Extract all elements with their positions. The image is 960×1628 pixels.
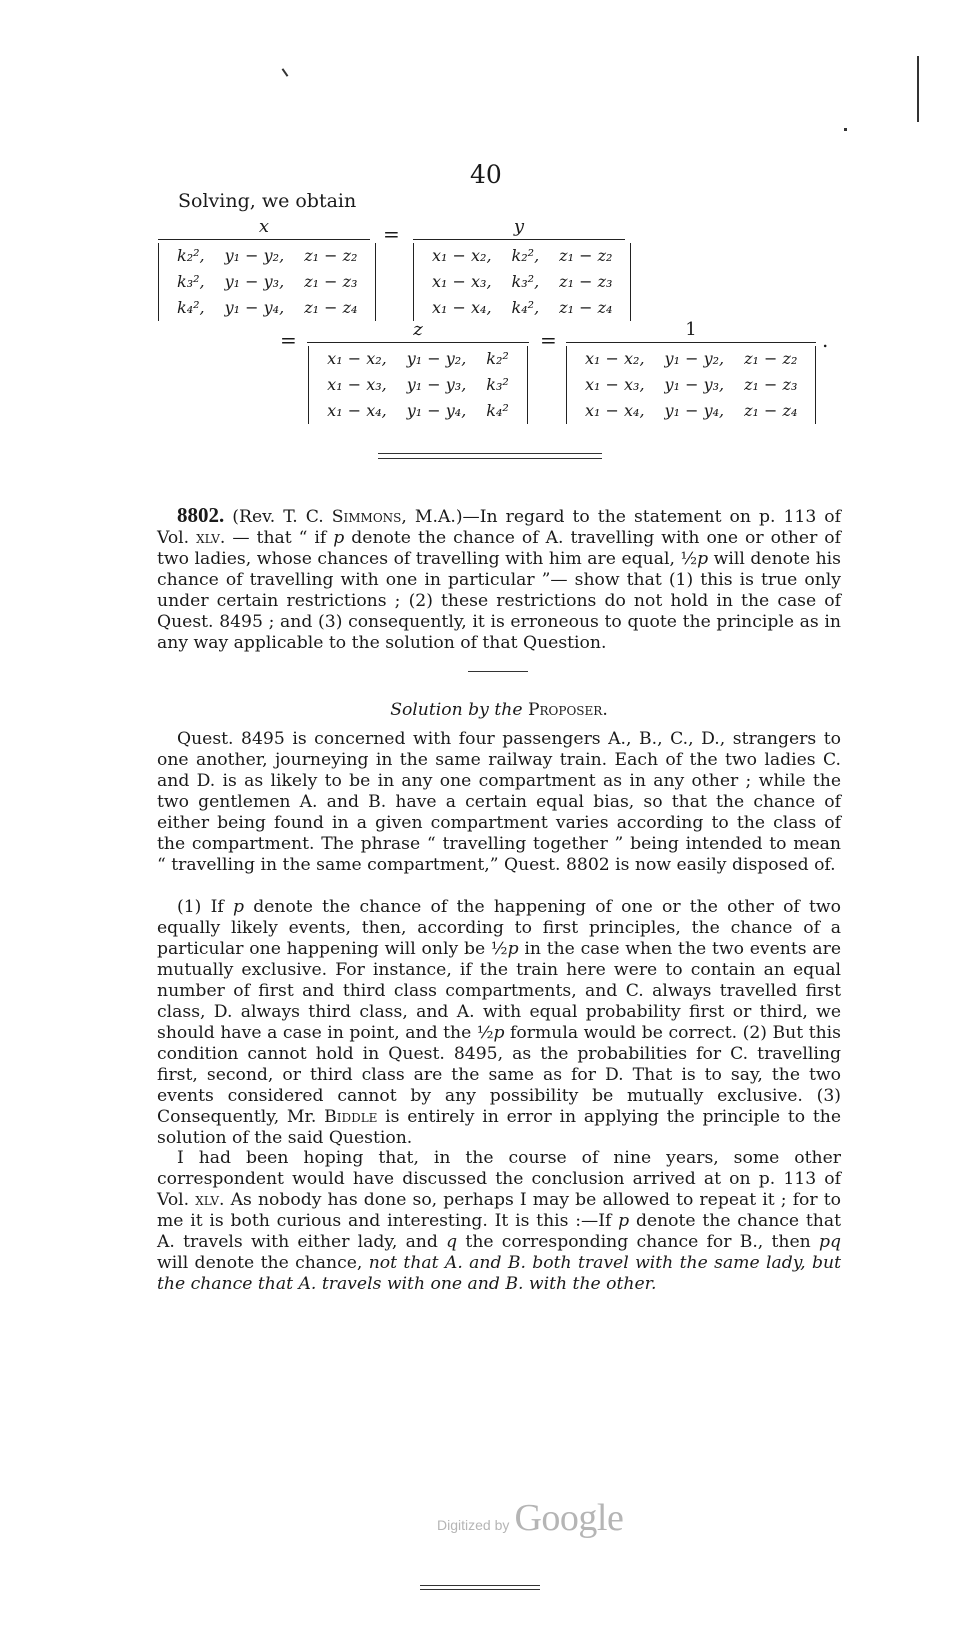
matrix-cell: k₃² [486,375,509,394]
matrix-cell: x₁ − x₃, [585,375,645,394]
matrix-cell: y₁ − y₄, [664,401,725,420]
fraction-x [158,217,370,325]
fraction-one [566,320,816,428]
matrix-cell: k₃², [177,272,205,291]
footer-rule-top [420,1585,540,1586]
matrix-cell: y₁ − y₃, [664,375,725,394]
math-var: p [232,897,244,917]
numerator-z: z [413,319,423,340]
intro-text: Solving, we obtain [178,190,357,212]
fraction-bar [158,239,370,240]
math-var: pq [818,1232,841,1252]
author-name: Simmons [331,507,402,527]
numerator-y: y [513,216,525,237]
matrix-cell: y₁ − y₄, [224,298,285,317]
matrix-cell: z₁ − z₄ [559,298,613,317]
section-divider-bottom [378,458,602,459]
person-name: Biddle [324,1107,378,1127]
determinant-one [566,346,816,424]
paragraph-text: denote the chance that A. travels with either lady, and [157,1211,841,1252]
matrix-cell: k₂², [511,246,540,265]
matrix-cell: y₁ − y₄, [406,401,467,420]
volume-ref: xlv. [195,1190,225,1210]
question-8802 [157,505,841,654]
solution-paragraph-3 [157,1148,841,1295]
question-end-rule [468,671,528,672]
math-var: p [697,549,709,569]
matrix-cell: x₁ − x₂, [327,349,387,368]
matrix-cell: x₁ − x₂, [585,349,645,368]
matrix-cell: k₂², [177,246,205,265]
math-var: p [333,528,345,548]
watermark-google-logo: Google [514,1497,624,1539]
solution-paragraph-1: Quest. 8495 is concerned with four passengers A., B., C., D., strangers to one another, journeying in the same railway train. Each of the two ladies C. and D. is as likely to be in any one compartment as in any other ; while the two gentlemen A. and B. have a certain equal bias, so that the chance of either being found in a given compartment varies according to the class of the compartment. The phrase “ travelling together ” being intended to mean “ travelling in the same compartment,” Quest. 8802 is now easily disposed of. [157,729,841,875]
matrix-cell: z₁ − z₂ [304,246,358,265]
matrix-cell: z₁ − z₂ [559,246,613,265]
determinant-z [308,346,528,424]
paragraph-text: I had been hoping that, in the course of nine years, some other correspondent would have discussed the conclusion arrived at on p. 113 of Vol. [157,1148,841,1210]
matrix-cell: y₁ − y₂, [664,349,725,368]
determinant-x-matrix [167,243,367,321]
paragraph-text: the corresponding chance for B., then [457,1232,819,1252]
matrix-cell: x₁ − x₂, [432,246,492,265]
fraction-z [307,320,529,428]
matrix-cell: x₁ − x₃, [327,375,387,394]
math-var: p [493,1023,505,1043]
numerator-x: x [258,216,270,237]
determinant-x [158,243,376,321]
fraction-bar [566,342,816,343]
scan-mark-tick [282,68,289,77]
fraction-bar [307,342,529,343]
matrix-cell: x₁ − x₄, [585,401,645,420]
paragraph-text: will denote the chance, [157,1253,369,1273]
question-text: — that “ if [225,528,334,548]
paragraph-text: denote the chance of the happening of one or the other of two equally likely events, then, according to first principles, the chance of a particular one happening will only be ½ [157,897,841,959]
matrix-cell: z₁ − z₃ [744,375,798,394]
matrix-cell: x₁ − x₄, [432,298,492,317]
scan-mark-dot [844,128,847,131]
page-number: 40 [470,160,502,189]
solution-heading-italic: Solution by the [390,700,523,720]
matrix-cell: z₁ − z₄ [304,298,358,317]
fraction-bar [413,239,625,240]
paragraph-text: formula would be correct. (2) But this condition cannot hold in Quest. 8495, as the probabilities for C. travelling first, second, or third class are the same as for D. That is to say, the two events considered cannot by any possibility be mutually exclusive. (3) Consequently, Mr. [157,1023,841,1127]
question-text: , M.A.)—In regard to the statement on p. 113 of Vol. [157,507,842,548]
emphasis-text: not that A. and B. both travel with the same lady, but the chance that A. travels with one and B. with the other. [157,1253,841,1294]
watermark-digitized: Digitized by [437,1517,510,1533]
matrix-cell: y₁ − y₃, [406,375,467,394]
paragraph-text: As nobody has done so, perhaps I may be allowed to repeat it ; for to me it is both curious and interesting. It is this :—If [157,1190,841,1231]
question-text: will denote his chance of travelling with one in particular ”— show that (1) this is true only under certain restrictions ; (2) these restrictions do not hold in the case of Quest. 8495 ; and (3) consequently, it is erroneous to quote the principle as in any way applicable to the solution of that Question. [157,549,841,653]
matrix-cell: k₄², [511,298,540,317]
solution-heading [157,700,841,720]
matrix-cell: z₁ − z₃ [304,272,358,291]
matrix-cell: y₁ − y₂, [406,349,467,368]
matrix-cell: k₃², [511,272,540,291]
determinant-y-matrix [422,243,622,321]
question-text: denote the chance of A. travelling with one or other of two ladies, whose chances of travelling with him are equal, ½ [157,528,842,569]
footer-rule-bottom [420,1589,540,1590]
google-watermark [437,1496,623,1540]
solution-paragraph-2 [157,897,841,1149]
paragraph-text: in the case when the two events are mutually exclusive. For instance, if the train here were to contain an equal number of first and third class compartments, and C. always travelled first class, D. always third class, and A. with equal probability first or third, we should have a case in point, and the ½ [157,939,841,1043]
equals-sign: = [383,222,400,246]
matrix-cell: z₁ − z₃ [559,272,613,291]
paragraph-text: is entirely in error in applying the principle to the solution of the said Question. [157,1107,841,1148]
math-var: p [507,939,519,959]
question-text: (Rev. T. C. [232,507,332,527]
determinant-z-matrix [317,346,519,424]
matrix-cell: z₁ − z₄ [744,401,798,420]
matrix-cell: x₁ − x₄, [327,401,387,420]
matrix-cell: z₁ − z₂ [744,349,798,368]
equals-sign: = [540,328,557,352]
question-number: 8802. [177,503,225,527]
matrix-cell: k₄², [177,298,205,317]
matrix-cell: y₁ − y₃, [224,272,285,291]
matrix-cell: y₁ − y₂, [224,246,285,265]
math-var: p [618,1211,630,1231]
equals-sign: = [280,328,297,352]
determinant-one-matrix [575,346,807,424]
determinant-y [413,243,631,321]
matrix-cell: x₁ − x₃, [432,272,492,291]
section-divider-top [378,453,602,454]
paragraph-text: (1) If [177,897,233,917]
equation-period: . [822,328,829,352]
matrix-cell: k₂² [486,349,509,368]
numerator-one: 1 [685,319,697,340]
fraction-y [413,217,625,325]
solution-heading-proposer: Proposer. [527,700,608,720]
math-var: q [446,1232,458,1252]
matrix-cell: k₄² [486,401,509,420]
scan-mark-right-edge [917,56,919,122]
volume-ref: xlv. [196,528,226,548]
